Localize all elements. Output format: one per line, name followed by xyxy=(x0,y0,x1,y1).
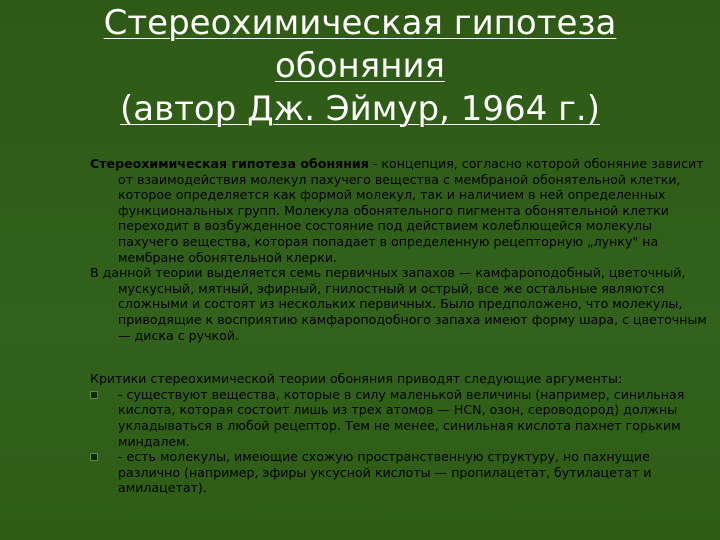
criticism-intro: Критики стереохимической теории обоняния приводят следующие аргументы: xyxy=(90,371,623,387)
square-bullet-icon xyxy=(90,391,98,399)
spacer xyxy=(90,343,712,371)
square-bullet-icon xyxy=(90,453,98,461)
list-item xyxy=(90,449,712,496)
bullet-text-2: - есть молекулы, имеющие схожую пространственную структуру, но пахнущие различно (например, эфиры уксусной кислоты — пропилацетат, бутилацетат и амилацетат). xyxy=(118,449,652,496)
title-line-2: обоняния xyxy=(274,46,446,86)
primary-odors-paragraph: В данной теории выделяется семь первичных запахов — камфароподобный, цветочный, мускусный, мятный, эфирный, гнилостный и острый, все же остальные являются сложными и состоят из нескольких первичных. Было предположено, что молекулы, приводящие к восприятию камфароподобного запаха имеют форму шара, с цветочным — диска с ручкой. xyxy=(90,265,707,343)
slide-body xyxy=(90,156,712,496)
slide-title xyxy=(60,2,660,131)
definition-term: Стереохимическая гипотеза обоняния xyxy=(90,156,369,171)
definition-paragraph xyxy=(90,156,712,265)
title-line-3: (автор Дж. Эймур, 1964 г.) xyxy=(119,89,601,129)
title-line-1: Стереохимическая гипотеза xyxy=(103,3,617,43)
definition-text: - концепция, согласно которой обоняние зависит от взаимодействия молекул пахучего вещества с мембраной обонятельной клетки, которое определяется как формой молекул, так и наличием в ней определенных функциональных групп. Молекула обонятельного пигмента обонятельной клетки переходит в возбужденное состояние под действием колеблющейся молекулы пахучего вещества, которая попадает в определенную рецепторную „лунку" на мембране обонятельной клерки. xyxy=(118,156,704,265)
list-item xyxy=(90,387,712,449)
bullet-text-1: - существуют вещества, которые в силу маленькой величины (например, синильная кислота, которая состоит лишь из трех атомов — HCN, озон, сероводород) должны укладываться в любой рецептор. Тем не менее, синильная кислота пахнет горьким миндалем. xyxy=(118,386,685,449)
